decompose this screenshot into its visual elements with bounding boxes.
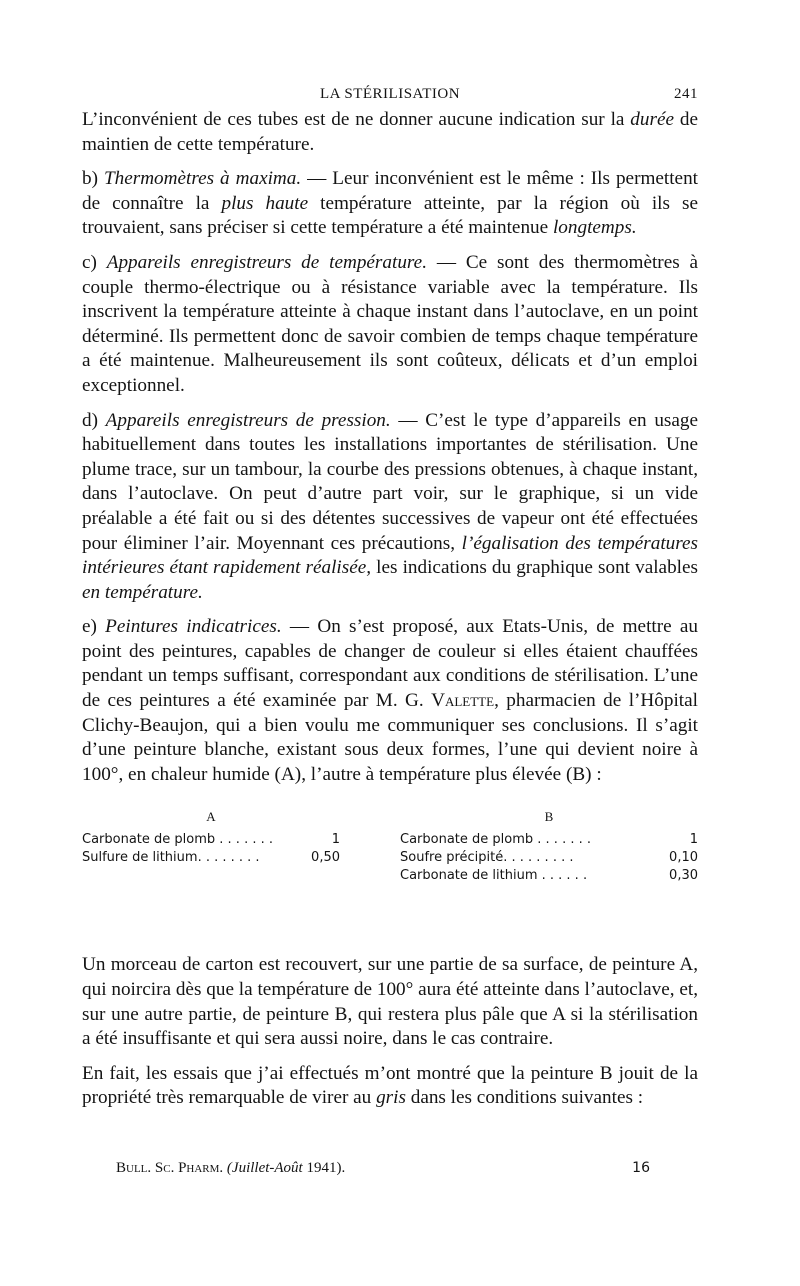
item-letter: e) — [82, 616, 106, 638]
row-value: 0,30 — [669, 868, 698, 884]
issue-date: (Juillet-Août — [226, 1160, 303, 1176]
table-row — [82, 831, 340, 849]
text-run: Un morceau de carton est recouvert, sur une partie de sa surface, de peinture A, qui noircira dès que la température de 100° aura été atteinte dans l’autoclave, et, sur une autre partie, de peinture B, qui restera plus pâle que A si la stérilisation a été insuffisante et qui sera aussi noire, dans le cas contraire. — [82, 954, 698, 1050]
item-letter: b) — [82, 168, 104, 190]
paragraph-enregistreurs-temperature — [82, 251, 698, 399]
text-run: , pharmacien de l’Hôpital Clichy-Beaujon, qui a bien voulu me communiquer ses conclusions. Il s’agit d’une peinture blanche, existant sous deux formes, l’une qui devient noire à 100°, en chaleur humide (A), l’autre à température plus élevée (B) : — [82, 690, 698, 785]
emphasis: en température. — [82, 581, 203, 603]
paragraph-enregistreurs-pression — [82, 409, 698, 606]
table-heading: A — [206, 809, 216, 825]
text-run: dans les conditions suivantes : — [405, 1087, 644, 1109]
section-title: Peintures indicatrices. — [105, 616, 282, 638]
table-row — [82, 849, 340, 867]
paragraph-thermometres — [82, 167, 698, 241]
emphasis: plus haute — [221, 192, 309, 214]
running-title: LA STÉRILISATION — [319, 86, 461, 102]
text-run: les indications du graphique sont valables — [371, 557, 698, 579]
table-row — [400, 831, 698, 849]
row-value: 1 — [689, 832, 698, 848]
row-label: Carbonate de lithium . . . . . . — [400, 868, 588, 884]
composition-tables — [82, 809, 698, 939]
text-run: de maintien de cette température. — [82, 109, 698, 155]
row-value: 0,50 — [311, 850, 340, 866]
text-run: température atteinte, par la région où ils se trouvaient, sans préciser si cette température a été maintenue — [82, 192, 698, 239]
section-title: Appareils enregistreurs de pression. — [105, 409, 391, 431]
text-run: — C’est le type d’appareils en usage habituellement dans toutes les installations importantes de stérilisation. Une plume trace, sur un tambour, la courbe des pressions obtenues, à chaque instant, dans l’autoclave. On peut d’autre part voir, sur le graphique, si un vide préalable a été fait ou si des détentes successives de vapeur ont été effectuées pour éliminer l’air. Moyennant ces précautions, — [82, 409, 699, 554]
emphasis: longtemps. — [552, 217, 637, 239]
journal-page — [82, 80, 698, 1121]
emphasis: durée — [630, 109, 674, 130]
page-number: 241 — [674, 86, 698, 102]
table-heading: B — [544, 809, 554, 825]
text-run: L’inconvénient de ces tubes est de ne donner aucune indication sur la — [82, 109, 631, 130]
journal-citation — [116, 1160, 345, 1177]
signature-mark: 16 — [632, 1160, 650, 1176]
paragraph-essais — [82, 1062, 698, 1111]
row-label: Soufre précipité. . . . . . . . . — [400, 850, 574, 866]
row-label: Sulfure de lithium. . . . . . . . — [82, 850, 260, 866]
text-run: En fait, les essais que j’ai effectués m’ont montré que la peinture B jouit de la propriété très remarquable de virer au — [82, 1062, 698, 1109]
composition-table-b — [400, 809, 698, 885]
section-title: Appareils enregistreurs de température. — [106, 251, 427, 273]
table-row — [400, 849, 698, 867]
running-head — [82, 80, 698, 108]
row-value: 1 — [331, 832, 340, 848]
composition-table-a — [82, 809, 340, 867]
paragraph-tubes — [82, 108, 698, 157]
row-label: Carbonate de plomb . . . . . . . — [400, 832, 591, 848]
section-title: Thermomètres à maxima. — [103, 168, 302, 190]
row-value: 0,10 — [669, 850, 698, 866]
item-letter: c) — [82, 251, 107, 273]
author-name: Valette — [431, 690, 495, 712]
emphasis: gris — [376, 1087, 406, 1109]
table-row — [400, 867, 698, 885]
journal-name: Bull. Sc. Pharm. — [116, 1160, 227, 1176]
text-run: — Ce sont des thermomètres à couple thermo-électrique ou à résistance variable avec la température. Ils inscrivent la température atteinte à chaque instant dans l’autoclave, en un point déterminé. Ils permettent donc de savoir combien de temps chaque température a été maintenue. Malheureusement ils sont coûteux, délicats et d’un emploi exceptionnel. — [82, 251, 699, 396]
item-letter: d) — [82, 409, 106, 431]
text-run: — On s’est proposé, aux Etats-Unis, de mettre au point des peintures, capables de changer de couleur si elles étaient chauffées pendant un temps suffisant, correspondant aux conditions de stérilisation. L’une de ces peintures a été examinée par M. G. — [82, 616, 699, 712]
emphasis: l’égalisation des températures intérieures étant rapidement réalisée, — [82, 532, 698, 579]
paragraph-peintures — [82, 615, 698, 787]
text-run: — Leur inconvénient est le même : Ils permettent de connaître la — [82, 168, 698, 214]
page-footer — [116, 1160, 650, 1182]
row-label: Carbonate de plomb . . . . . . . — [82, 832, 273, 848]
issue-year: 1941). — [302, 1160, 346, 1176]
paragraph-carton — [82, 953, 698, 1051]
